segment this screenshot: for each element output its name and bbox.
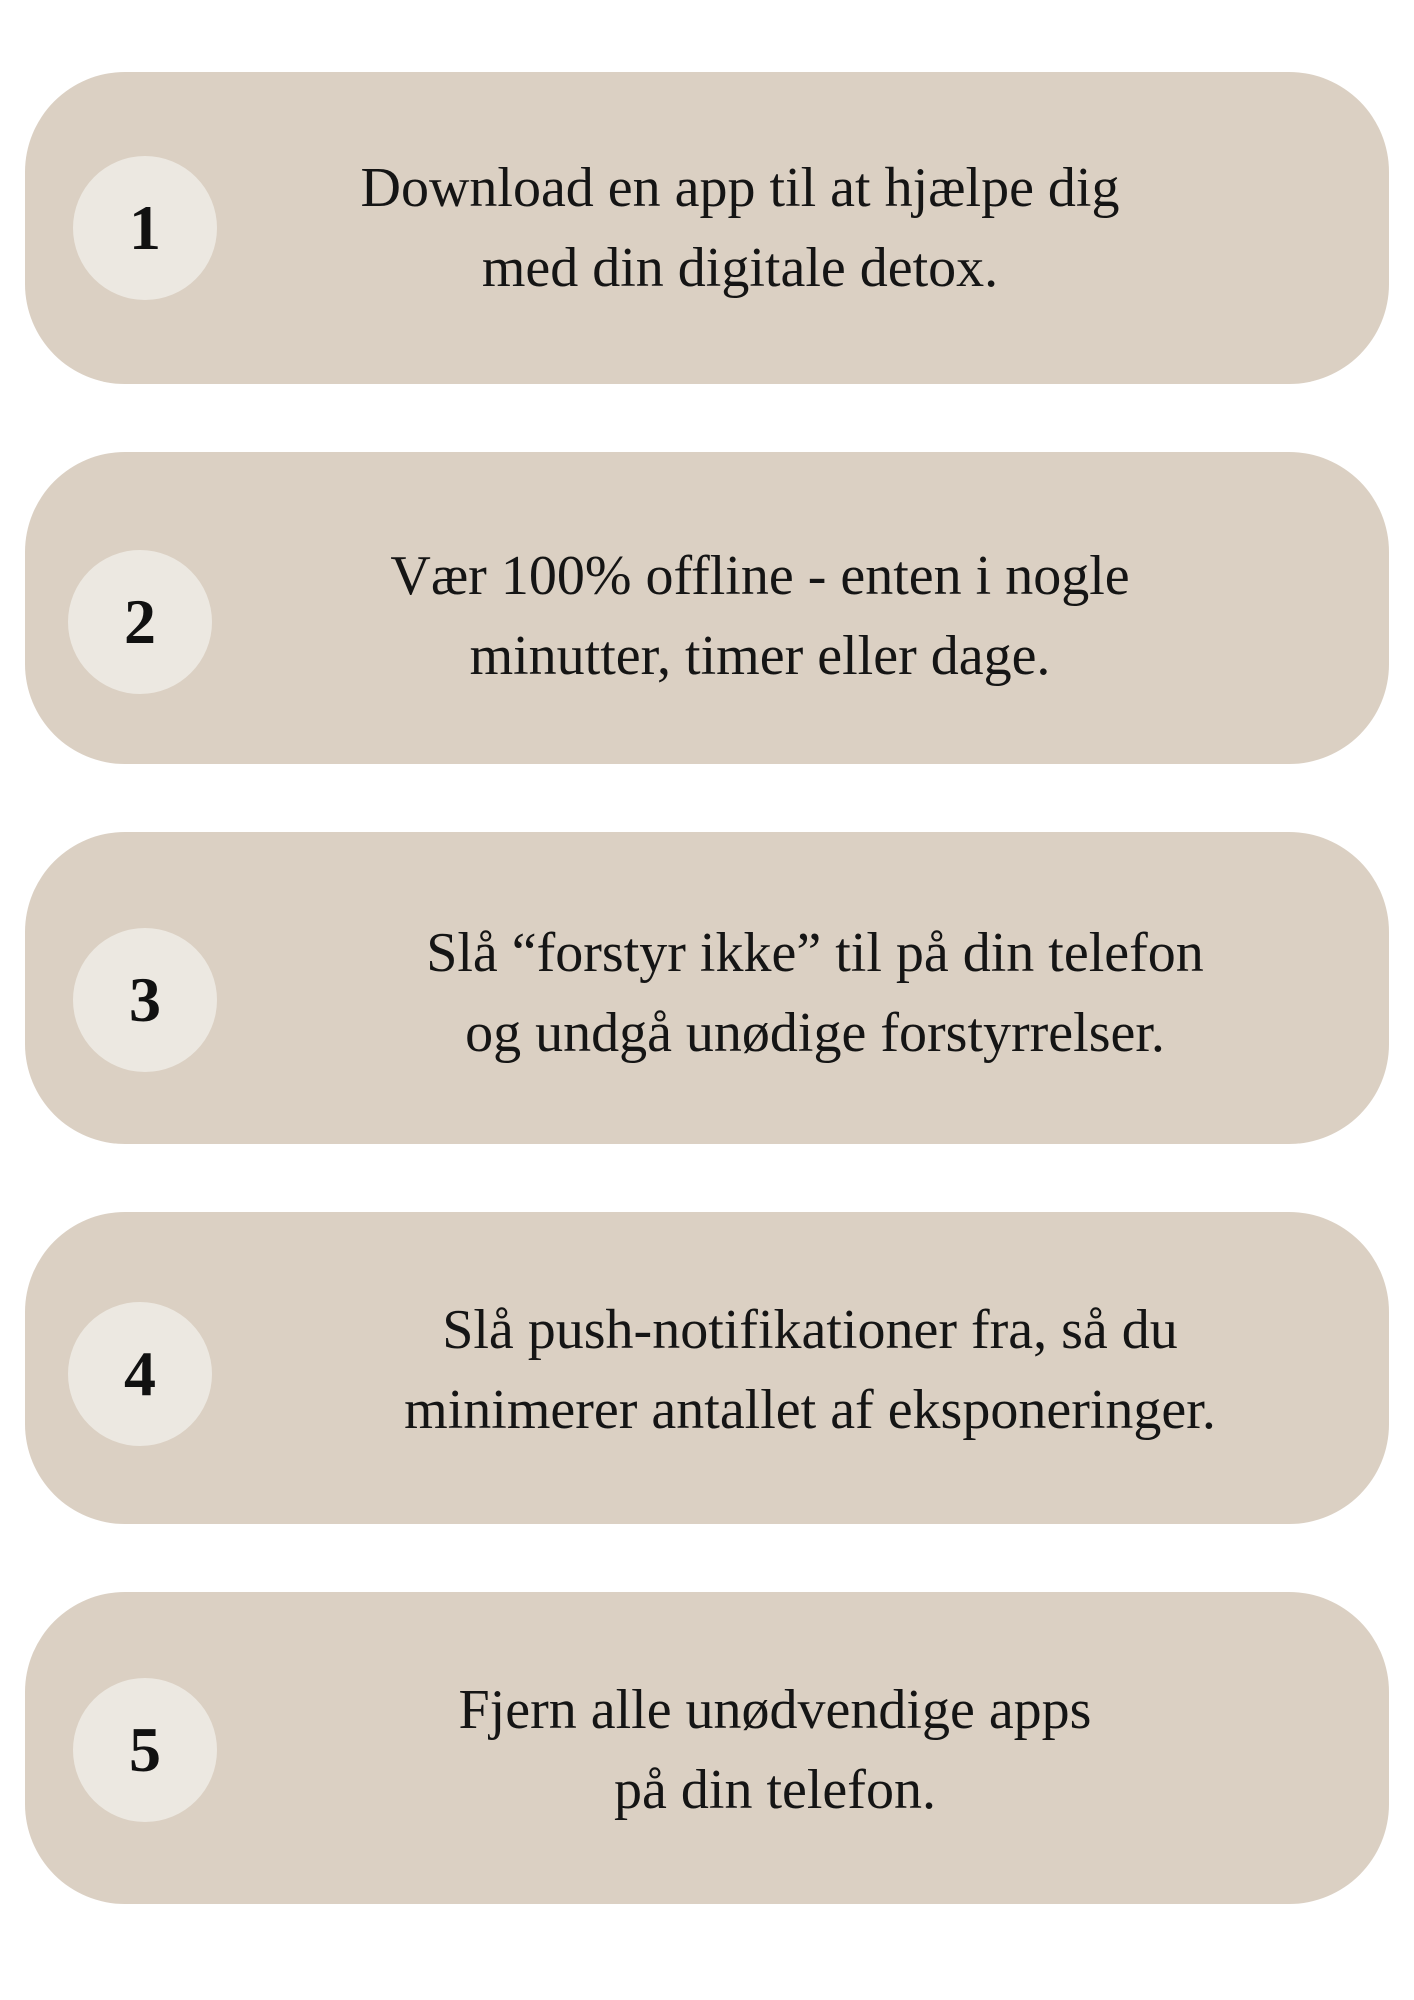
- tip-card-4: [25, 1212, 1389, 1524]
- tip-card-3: [25, 832, 1389, 1144]
- tip-text-line: på din telefon.: [614, 1759, 936, 1821]
- tip-card-2: [25, 452, 1389, 764]
- tip-text-line: Slå push-notifikationer fra, så du: [442, 1299, 1178, 1361]
- tip-text: [315, 832, 1315, 1144]
- tip-text: [300, 1592, 1250, 1904]
- tip-text-line: minutter, timer eller dage.: [469, 625, 1051, 687]
- tip-text-line: Fjern alle unødvendige apps: [458, 1679, 1092, 1741]
- tip-card-5: [25, 1592, 1389, 1904]
- tip-text-line: med din digitale detox.: [481, 237, 999, 299]
- tip-text: [285, 452, 1235, 764]
- tip-text-line: Slå “forstyr ikke” til på din telefon: [426, 922, 1204, 984]
- step-number-badge: 1: [73, 156, 217, 300]
- tip-text-line: Vær 100% offline - enten i nogle: [390, 545, 1130, 607]
- step-number-badge: 4: [68, 1302, 212, 1446]
- tip-text-line: og undgå unødige forstyrrelser.: [465, 1002, 1165, 1064]
- tip-text-line: Download en app til at hjælpe dig: [360, 157, 1120, 219]
- tip-text: [265, 72, 1215, 384]
- step-number-badge: 3: [73, 928, 217, 1072]
- tip-card-1: [25, 72, 1389, 384]
- tip-text-line: minimerer antallet af eksponeringer.: [404, 1379, 1216, 1441]
- tip-text: [335, 1212, 1285, 1524]
- step-number-badge: 5: [73, 1678, 217, 1822]
- step-number-badge: 2: [68, 550, 212, 694]
